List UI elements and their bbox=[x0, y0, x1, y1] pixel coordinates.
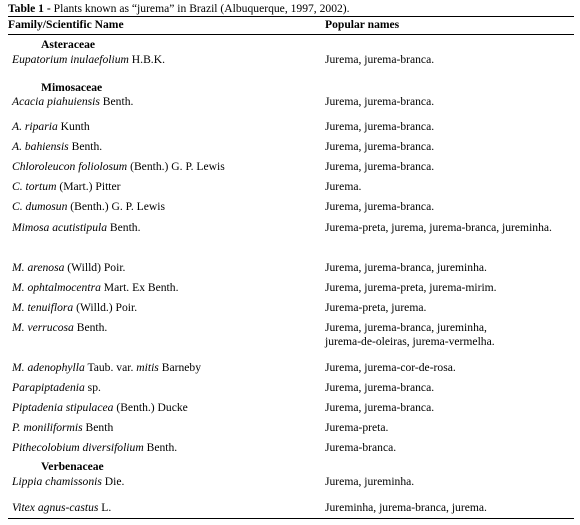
species-name: Eupatorium inulaefolium H.B.K. bbox=[12, 53, 165, 66]
species-name: Piptadenia stipulacea (Benth.) Ducke bbox=[12, 401, 188, 414]
popular-names: Jurema-preta. bbox=[325, 421, 389, 434]
species-name: Lippia chamissonis Die. bbox=[12, 475, 125, 488]
popular-names: Jurema. bbox=[325, 180, 362, 193]
species-name: Parapiptadenia sp. bbox=[12, 381, 101, 394]
family-asteraceae: Asteraceae bbox=[41, 38, 96, 51]
header-popular: Popular names bbox=[325, 18, 400, 31]
popular-names: Jurema, jurema-branca, jureminha. bbox=[325, 261, 487, 274]
species-name: Chloroleucon foliolosum (Benth.) G. P. Lewis bbox=[12, 160, 225, 173]
popular-names: Jurema, jurema-branca. bbox=[325, 381, 435, 394]
table-label: Table 1 - bbox=[8, 2, 51, 15]
bottom-rule bbox=[8, 518, 574, 519]
species-name: P. moniliformis Benth bbox=[12, 421, 114, 434]
popular-names: Jurema, jurema-branca. bbox=[325, 95, 435, 108]
popular-names: Jureminha, jurema-branca, jurema. bbox=[325, 501, 487, 514]
species-name: Mimosa acutistipula Benth. bbox=[12, 221, 141, 234]
popular-names: Jurema-preta, jurema, jurema-branca, jureminha. bbox=[325, 221, 552, 234]
header-family: Family/Scientific Name bbox=[8, 18, 124, 31]
species-name: A. bahiensis Benth. bbox=[12, 140, 103, 153]
popular-names: Jurema, jurema-branca. bbox=[325, 401, 435, 414]
popular-names: Jurema, jurema-cor-de-rosa. bbox=[325, 361, 456, 374]
popular-names: Jurema-preta, jurema. bbox=[325, 301, 427, 314]
species-name: M. verrucosa Benth. bbox=[12, 321, 108, 334]
header-rule bbox=[8, 34, 574, 35]
top-rule bbox=[8, 16, 574, 17]
species-name: C. tortum (Mart.) Pitter bbox=[12, 180, 121, 193]
family-verbenaceae: Verbenaceae bbox=[41, 460, 104, 473]
table-caption bbox=[8, 2, 350, 15]
family-mimosaceae: Mimosaceae bbox=[41, 81, 103, 94]
popular-names: Jurema, jurema-branca. bbox=[325, 120, 435, 133]
table-title: Plants known as “jurema” in Brazil (Albuquerque, 1997, 2002). bbox=[50, 2, 350, 15]
species-name: M. ophtalmocentra Mart. Ex Benth. bbox=[12, 281, 179, 294]
species-name: M. adenophylla Taub. var. mitis Barneby bbox=[12, 361, 201, 374]
species-name: M. arenosa (Willd) Poir. bbox=[12, 261, 126, 274]
popular-names: Jurema, jurema-branca. bbox=[325, 140, 435, 153]
species-name: Acacia piahuiensis Benth. bbox=[12, 95, 134, 108]
popular-names: Jurema, jurema-preta, jurema-mirim. bbox=[325, 281, 497, 294]
popular-names: Jurema, jurema-branca. bbox=[325, 53, 435, 66]
popular-names: Jurema, jurema-branca. bbox=[325, 200, 435, 213]
popular-names: Jurema, jurema-branca, jureminha, jurema-de-oleiras, jurema-vermelha. bbox=[325, 321, 495, 348]
species-name: Vitex agnus-castus L. bbox=[12, 501, 112, 514]
species-name: M. tenuiflora (Willd.) Poir. bbox=[12, 301, 138, 314]
popular-names: Jurema, jureminha. bbox=[325, 475, 415, 488]
species-name: C. dumosun (Benth.) G. P. Lewis bbox=[12, 200, 165, 213]
popular-names: Jurema-branca. bbox=[325, 441, 397, 454]
species-name: A. riparia Kunth bbox=[12, 120, 90, 133]
species-name: Pithecolobium diversifolium Benth. bbox=[12, 441, 178, 454]
popular-names: Jurema, jurema-branca. bbox=[325, 160, 435, 173]
